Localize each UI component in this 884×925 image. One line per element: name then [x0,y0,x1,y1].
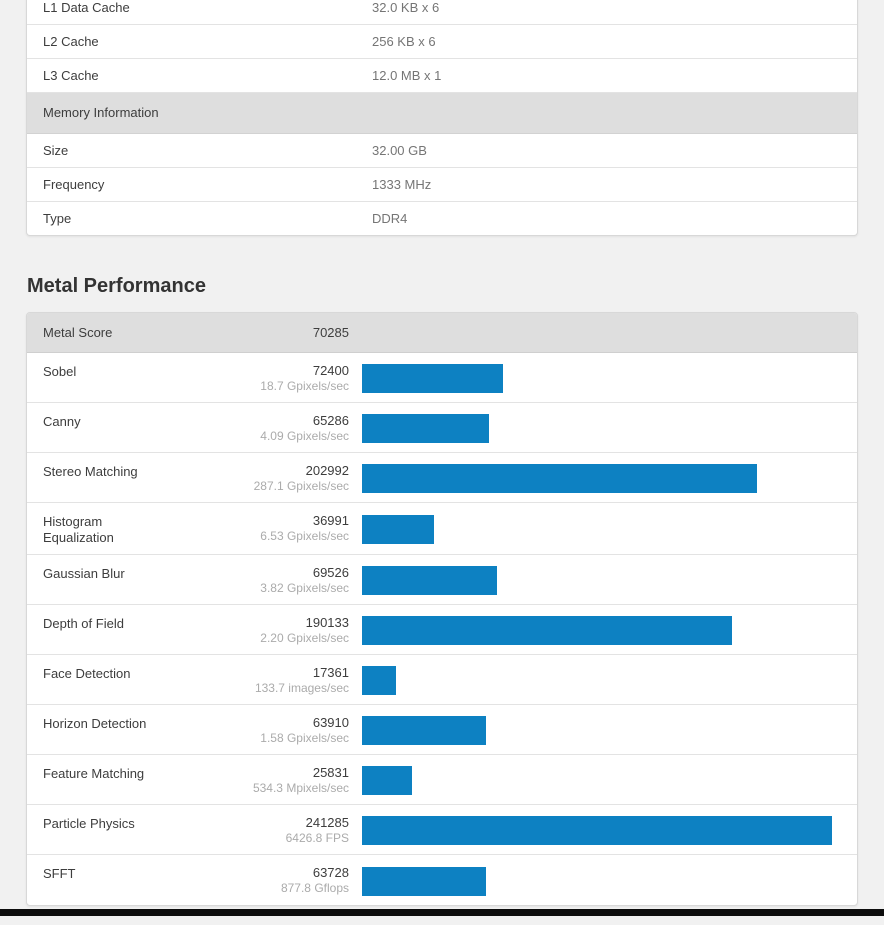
benchmark-name: Feature Matching [43,766,145,781]
benchmark-name: Histogram Equalization [43,514,114,545]
benchmark-name: Canny [43,414,81,429]
benchmark-bar-cell [362,716,847,745]
benchmark-score-cell [168,865,349,896]
benchmark-row [27,655,857,705]
benchmark-score-cell [168,665,349,696]
info-row-value: 32.0 KB x 6 [372,0,440,15]
info-section-header-row [27,93,857,134]
benchmark-score-cell [168,413,349,444]
benchmark-score: 190133 [305,615,349,630]
benchmark-score-cell [168,565,349,596]
footer-bar [0,909,884,916]
benchmark-row [27,805,857,855]
benchmark-rate: 6.53 Gpixels/sec [260,529,349,543]
benchmark-name: Horizon Detection [43,716,147,731]
benchmark-row [27,705,857,755]
benchmark-name: Face Detection [43,666,131,681]
benchmark-score-cell [168,715,349,746]
benchmark-rate: 6426.8 FPS [285,831,349,845]
info-row-label: L3 Cache [43,68,99,83]
metal-score-label: Metal Score [43,325,113,340]
benchmark-rate: 1.58 Gpixels/sec [260,731,349,745]
info-table-row [27,0,857,25]
benchmark-rate: 2.20 Gpixels/sec [260,631,349,645]
benchmark-score: 63910 [312,715,349,730]
benchmark-name: Depth of Field [43,616,124,631]
metal-performance-heading: Metal Performance [27,275,206,297]
benchmark-score-bar [362,716,486,745]
benchmark-bar-cell [362,766,847,795]
benchmark-score-cell [168,463,349,494]
benchmark-score: 202992 [305,463,349,478]
benchmark-row [27,855,857,905]
benchmark-row [27,555,857,605]
benchmark-row [27,503,857,555]
info-row-value: 256 KB x 6 [372,34,436,49]
info-row-value: 1333 MHz [372,177,432,192]
benchmark-row [27,403,857,453]
benchmark-bar-cell [362,616,847,645]
benchmark-bar-cell [362,666,847,695]
benchmark-rate: 534.3 Mpixels/sec [252,781,349,795]
benchmark-score-bar [362,566,497,595]
info-row-label: Frequency [43,177,105,192]
info-table-row [27,25,857,59]
benchmark-score-cell [168,513,349,544]
info-row-value: 12.0 MB x 1 [372,68,442,83]
benchmark-row [27,453,857,503]
benchmark-rate: 287.1 Gpixels/sec [253,479,349,493]
benchmark-score-bar [362,515,434,544]
benchmark-bar-cell [362,464,847,493]
benchmark-bar-cell [362,515,847,544]
info-row-value: 32.00 GB [372,143,427,158]
benchmark-score: 63728 [312,865,349,880]
benchmark-score: 25831 [312,765,349,780]
benchmark-name: Sobel [43,364,77,379]
benchmark-score-bar [362,666,396,695]
info-table-row [27,168,857,202]
benchmark-name: Stereo Matching [43,464,138,479]
benchmark-bar-cell [362,566,847,595]
benchmark-row [27,353,857,403]
info-table-row [27,134,857,168]
info-row-label: L2 Cache [43,34,99,49]
info-table-row [27,59,857,93]
info-row-label: Size [43,143,69,158]
benchmark-score-bar [362,816,832,845]
benchmark-score-bar [362,867,486,896]
benchmark-row [27,755,857,805]
benchmark-score-cell [168,765,349,796]
benchmark-bar-cell [362,414,847,443]
benchmark-bar-cell [362,816,847,845]
benchmark-score: 72400 [312,363,349,378]
benchmark-bar-cell [362,867,847,896]
benchmark-name: Gaussian Blur [43,566,125,581]
benchmark-score-cell [168,615,349,646]
benchmark-name: SFFT [43,866,76,881]
benchmark-rate: 3.82 Gpixels/sec [260,581,349,595]
benchmark-score: 69526 [312,565,349,580]
info-row-label: L1 Data Cache [43,0,130,15]
benchmark-score-bar [362,364,503,393]
info-row-label: Type [43,211,72,226]
benchmark-bar-cell [362,364,847,393]
benchmark-score-bar [362,616,732,645]
benchmark-rate: 133.7 images/sec [254,681,349,695]
info-table-row [27,202,857,235]
system-info-table [26,0,858,236]
benchmark-score: 36991 [312,513,349,528]
info-section-label: Memory Information [43,105,159,120]
metal-score-value: 70285 [312,325,349,340]
benchmark-rate: 877.8 Gflops [280,881,349,895]
metal-score-header-row [27,313,857,353]
benchmark-name: Particle Physics [43,816,135,831]
benchmark-score: 17361 [312,665,349,680]
benchmark-rows [27,353,857,905]
benchmark-score-bar [362,414,489,443]
benchmark-score-bar [362,464,757,493]
benchmark-rate: 4.09 Gpixels/sec [260,429,349,443]
benchmark-score: 65286 [312,413,349,428]
benchmark-score: 241285 [305,815,349,830]
benchmark-score-cell [168,363,349,394]
benchmark-score-bar [362,766,412,795]
metal-performance-table [26,312,858,906]
info-row-value: DDR4 [372,211,408,226]
benchmark-row [27,605,857,655]
benchmark-score-cell [168,815,349,846]
benchmark-rate: 18.7 Gpixels/sec [260,379,349,393]
